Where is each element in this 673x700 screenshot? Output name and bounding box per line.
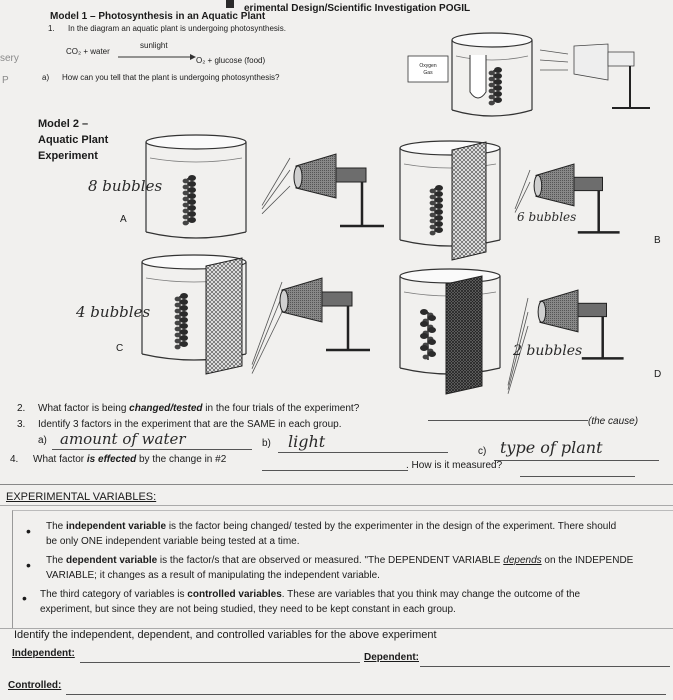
trial-b-lamp-bulb-face [534, 175, 542, 196]
model2-title: Model 2 – Aquatic Plant Experiment [38, 118, 109, 162]
trial-c-light-ray [252, 296, 282, 369]
trial-d-lamp-neck [578, 303, 607, 316]
q4-number: 4. [10, 454, 19, 465]
trial-a-light-ray [262, 158, 290, 205]
trial-b-light-ray [515, 182, 530, 213]
bullet-dot: • [26, 523, 31, 539]
trial-b-plant-leaf [435, 215, 443, 221]
trial-c-label: C [116, 343, 124, 354]
q4-suffix: . How is it measured? [406, 460, 503, 471]
trial-d-light-ray [508, 326, 528, 394]
trial-c-plant-leaf [175, 333, 181, 338]
equation-reactants: CO₂ + water [66, 47, 110, 56]
model1-plant-leaf [489, 77, 495, 82]
q3-b-line[interactable] [278, 452, 448, 453]
trial-a-lamp-neck [336, 168, 366, 182]
trial-b-plant-leaf [435, 203, 443, 209]
trial-c-plant-leaf [175, 339, 181, 344]
trial-b-plant-leaf [430, 201, 436, 206]
model1-plant-leaf [494, 67, 502, 73]
margin-fragment-1: sery [0, 53, 19, 64]
model1-lamp-shade [574, 44, 608, 80]
trial-a-plant-leaf [188, 175, 196, 181]
trial-b-light-ray [515, 170, 530, 209]
note-trial-b: 6 bubbles [517, 210, 577, 224]
trial-a-plant-leaf [188, 211, 196, 217]
trial-c-plant-leaf [175, 345, 181, 350]
trial-b-plant-leaf [435, 227, 443, 233]
section-divider [0, 484, 673, 485]
question-a-text: How can you tell that the plant is undergoing photosynthesis? [62, 73, 280, 82]
model1-title: Model 1 – Photosynthesis in an Aquatic Plant [50, 11, 266, 22]
trial-a-plant-leaf [188, 205, 196, 211]
note-trial-d: 2 bubbles [513, 343, 583, 359]
q2-suffix: (the cause) [588, 416, 639, 427]
q3-number: 3. [17, 419, 26, 430]
trial-a-plant-leaf [183, 221, 189, 226]
trial-c-plant-leaf [180, 311, 188, 317]
trial-c-plant-leaf [180, 329, 188, 335]
trial-a-lamp-bulb-face [294, 166, 302, 188]
bullet-dot: • [22, 590, 27, 606]
trial-d-plant-leaf [420, 321, 428, 327]
trial-c-plant-leaf [180, 317, 188, 323]
trial-d-lamp-bulb-face [538, 301, 546, 322]
trial-d-plant-leaf [420, 309, 428, 315]
trial-c-plant-leaf [180, 293, 188, 299]
model1-plant-leaf [494, 79, 502, 85]
trial-a-plant-leaf [183, 209, 189, 214]
trial-c-plant-leaf [175, 327, 181, 332]
model1-plant-leaf [494, 97, 502, 103]
trial-a-plant-leaf [188, 193, 196, 199]
q3-c-label: c) [478, 446, 487, 457]
trial-a-label: A [120, 214, 127, 225]
model1-lamp-neck [608, 52, 634, 66]
equation-products: O₂ + glucose (food) [196, 56, 266, 65]
q3-a-line[interactable] [52, 449, 252, 450]
model1-test-tube [470, 55, 486, 98]
trial-b-plant-leaf [435, 197, 443, 203]
trial-b-plant-leaf [430, 219, 436, 224]
model1-plant-leaf [489, 101, 495, 106]
trial-d-plant-leaf [428, 327, 436, 333]
dependent-label: Dependent: [364, 652, 419, 663]
note-trial-a: 8 bubbles [88, 177, 163, 195]
trial-a-light-ray [262, 170, 290, 209]
q2-answer-line[interactable] [428, 420, 588, 421]
trial-a-plant-leaf [188, 199, 196, 205]
bullet2-line2: VARIABLE; it changes as a result of manipulating the independent variable. [46, 570, 380, 581]
model1-plant-leaf [494, 91, 502, 97]
trial-a-plant-leaf [183, 203, 189, 208]
q4-answer-line[interactable] [262, 470, 408, 471]
identify-prompt: Identify the independent, dependent, and controlled variables for the above experiment [14, 629, 437, 641]
trial-b-plant-leaf [435, 191, 443, 197]
q4-measure-line[interactable] [520, 476, 635, 477]
model1-plant-leaf [494, 73, 502, 79]
trial-c-plant-leaf [180, 335, 188, 341]
item1-number: 1. [48, 24, 55, 33]
q3-text: Identify 3 factors in the experiment that are the SAME in each group. [38, 419, 342, 430]
trial-a-plant-leaf [183, 185, 189, 190]
trial-d-label: D [654, 369, 662, 380]
trial-c-plant-leaf [180, 323, 188, 329]
model1-plant-leaf [489, 83, 495, 88]
q4-text: What factor is effected by the change in #2 [33, 454, 227, 465]
q3-a-label: a) [38, 435, 47, 446]
trial-a-plant-leaf [183, 179, 189, 184]
note-trial-c: 4 bubbles [76, 303, 151, 321]
trial-b-lamp-neck [574, 177, 603, 190]
model1-light-ray [540, 50, 568, 54]
model1-beaker-base [452, 110, 532, 116]
trial-d-beaker-rim [400, 269, 500, 283]
model1-plant-leaf [494, 85, 502, 91]
trial-a-plant-leaf [183, 197, 189, 202]
trial-c-plant-leaf [175, 321, 181, 326]
trial-c-plant-leaf [180, 305, 188, 311]
worksheet-title: erimental Design/Scientific Investigation POGIL [244, 3, 471, 14]
trial-b-plant-leaf [430, 225, 436, 230]
trial-a-plant-leaf [183, 191, 189, 196]
model1-plant-leaf [489, 95, 495, 100]
trial-a-plant-leaf [188, 187, 196, 193]
variables-heading: EXPERIMENTAL VARIABLES: [6, 491, 157, 503]
trial-d-plant-leaf [423, 355, 429, 360]
bullet3-line1: The third category of variables is controlled variables. These are variables that you think may change the outcome of the [40, 589, 581, 600]
trial-a-plant-leaf [188, 181, 196, 187]
trial-b-plant-leaf [430, 231, 436, 236]
bullet3-line2: experiment, but since they are not being studied, they need to be kept constant in each group. [40, 604, 456, 615]
independent-label: Independent: [12, 648, 75, 659]
model1-plant-leaf [489, 71, 495, 76]
trial-b-plant-leaf [430, 195, 436, 200]
trial-c-light-ray [252, 312, 282, 374]
trial-d-light-ray [508, 298, 528, 385]
trial-a-beaker-water-line [150, 158, 242, 162]
trial-a-beaker-rim [146, 135, 246, 149]
trial-c-lamp-bulb-face [280, 290, 288, 312]
trial-c-plant-leaf [175, 315, 181, 320]
q2-number: 2. [17, 403, 26, 414]
bullet2-line1: The dependent variable is the factor/s that are observed or measured. "The DEPENDENT VARIABLE depends on the INDEPENDE [46, 555, 634, 566]
dependent-answer-line[interactable] [420, 666, 670, 667]
trial-b-label: B [654, 235, 661, 246]
q3-a-answer: amount of water [60, 430, 186, 448]
model1-light-ray [540, 60, 568, 62]
model1-beaker-water-line [456, 56, 528, 60]
heading-divider [0, 505, 673, 506]
trial-a-plant-leaf [183, 215, 189, 220]
trial-d-plant-leaf [428, 351, 436, 357]
trial-b-plant-leaf [435, 185, 443, 191]
trial-c-screen [206, 258, 242, 374]
q3-c-line[interactable] [494, 460, 659, 461]
equation-sunlight: sunlight [140, 41, 168, 50]
trial-c-plant-leaf [180, 341, 188, 347]
item1-text: In the diagram an aquatic plant is undergoing photosynthesis. [68, 24, 286, 33]
q3-c-answer: type of plant [500, 438, 603, 457]
margin-fragment-2: P [2, 75, 9, 86]
q3-b-answer: light [288, 432, 326, 451]
bullet1-line1: The independent variable is the factor being changed/ tested by the experimenter in the design of the experiment. There should [46, 521, 617, 532]
trial-c-plant-leaf [175, 297, 181, 302]
trial-a-plant-leaf [188, 217, 196, 223]
trial-c-plant-leaf [175, 309, 181, 314]
trial-d-plant-leaf [420, 333, 428, 339]
question-a-label: a) [42, 73, 50, 82]
trial-b-plant-leaf [430, 207, 436, 212]
controlled-answer-line[interactable] [66, 694, 666, 695]
trial-b-plant-leaf [435, 221, 443, 227]
bullet-dot: • [26, 557, 31, 573]
trial-d-plant-leaf [428, 315, 436, 321]
model1-beaker-rim [452, 33, 532, 47]
trial-b-screen [452, 142, 486, 260]
q3-b-label: b) [262, 438, 271, 449]
trial-c-light-ray [252, 282, 282, 365]
bullet1-line2: be only ONE independent variable being tested at a time. [46, 536, 300, 547]
independent-answer-line[interactable] [80, 662, 360, 663]
oxygen-gas-label: Oxygen Gas [419, 63, 437, 76]
trial-b-plant-leaf [435, 209, 443, 215]
trial-c-lamp-neck [322, 292, 352, 306]
trial-d-plant-leaf [420, 345, 428, 351]
trial-c-plant-leaf [175, 303, 181, 308]
controlled-label: Controlled: [8, 680, 62, 691]
trial-d-plant-leaf [428, 339, 436, 345]
trial-d-screen [446, 276, 482, 394]
title-ink-mark [226, 0, 234, 8]
trial-a-beaker-base [146, 232, 246, 238]
model1-plant-leaf [489, 89, 495, 94]
trial-b-plant-leaf [430, 213, 436, 218]
trial-c-plant-leaf [180, 299, 188, 305]
q2-text: What factor is being changed/tested in the four trials of the experiment? [38, 403, 360, 414]
trial-b-plant-leaf [430, 189, 436, 194]
